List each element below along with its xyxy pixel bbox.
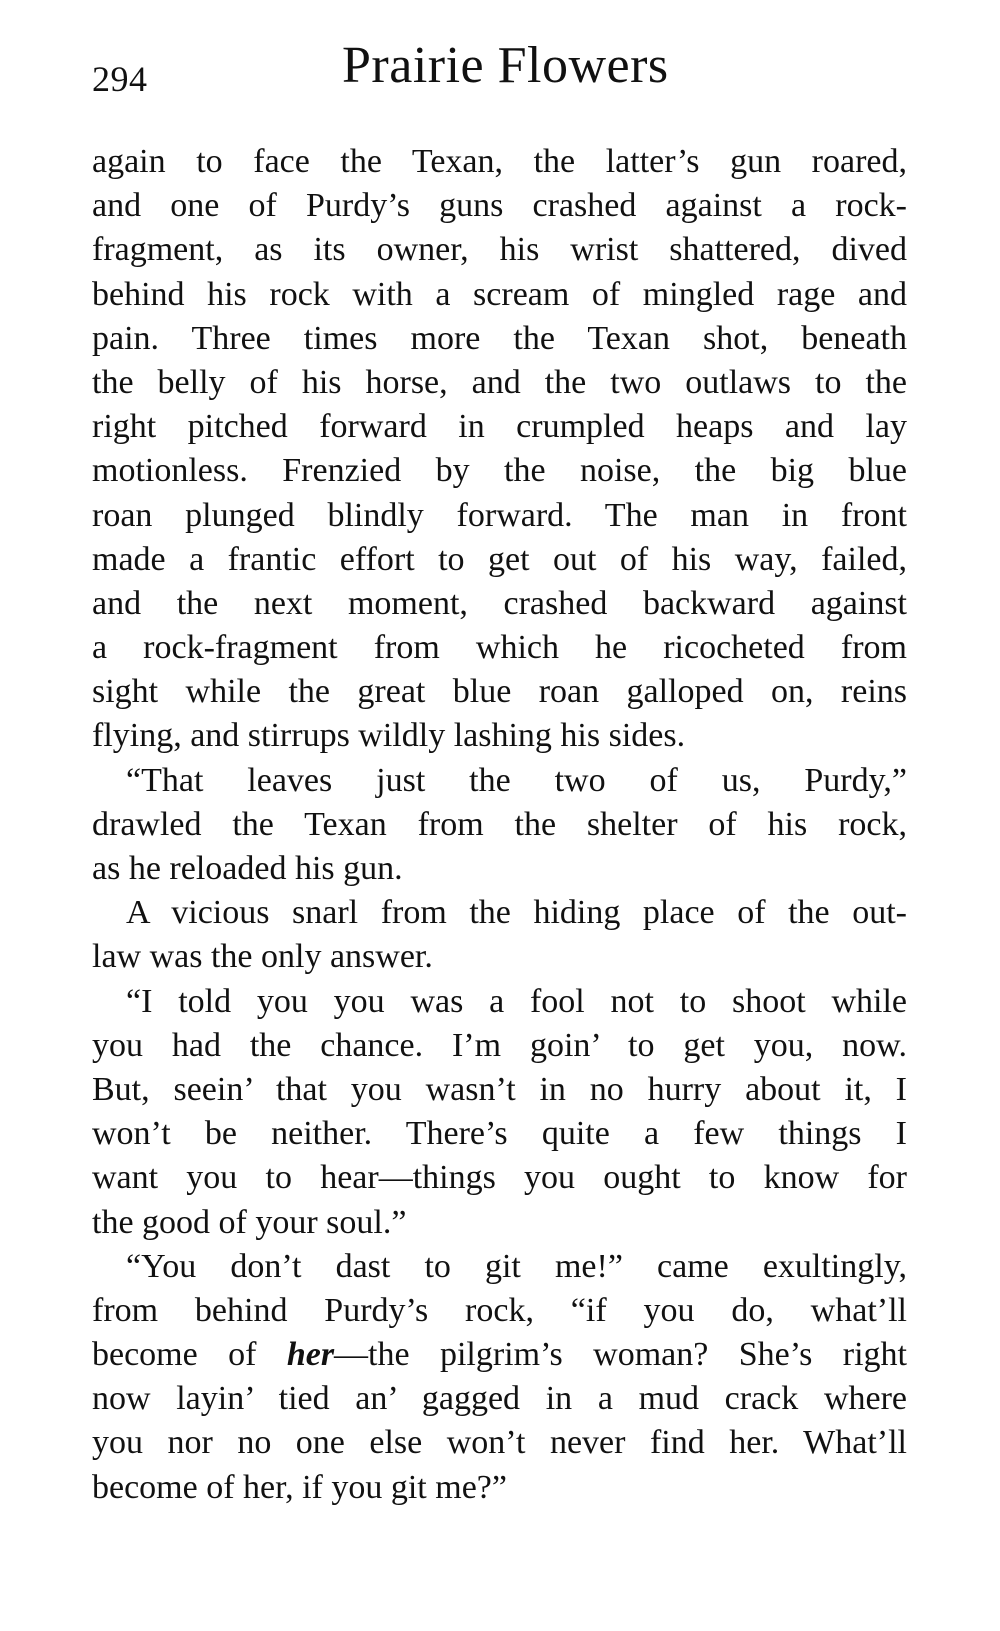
text-line: the good of your soul.”	[92, 1203, 407, 1241]
text-line: from behind Purdy’s rock, “if you do, what’ll	[92, 1291, 907, 1329]
text-line: A vicious snarl from the hiding place of the out-	[126, 894, 907, 932]
text-line: become of her, if you git me?”	[92, 1468, 507, 1506]
text-line: But, seein’ that you wasn’t in no hurry about it, I	[92, 1070, 907, 1108]
text-line: and the next moment, crashed backward against	[92, 584, 907, 622]
text-segment: become of	[92, 1336, 287, 1374]
text-line: “You don’t dast to git me!” came exultingly,	[126, 1247, 907, 1285]
text-line: motionless. Frenzied by the noise, the big blue	[92, 452, 907, 490]
text-line: you had the chance. I’m goin’ to get you, now.	[92, 1026, 907, 1064]
text-line: now layin’ tied an’ gagged in a mud crack where	[92, 1380, 907, 1418]
running-title: Prairie Flowers	[342, 37, 669, 94]
emphasis-word: her	[286, 1336, 335, 1374]
text-line: law was the only answer.	[92, 938, 433, 976]
text-line: drawled the Texan from the shelter of his rock,	[92, 805, 907, 843]
text-line: pain. Three times more the Texan shot, beneath	[92, 319, 907, 357]
text-line: behind his rock with a scream of mingled rage and	[92, 275, 907, 313]
text-line: the belly of his horse, and the two outlaws to the	[92, 363, 907, 401]
text-segment: —the pilgrim’s woman? She’s right	[334, 1336, 907, 1374]
text-line: flying, and stirrups wildly lashing his sides.	[92, 717, 686, 755]
text-line: you nor no one else won’t never find her. What’ll	[92, 1424, 907, 1462]
text-line: as he reloaded his gun.	[92, 850, 403, 887]
text-line: fragment, as its owner, his wrist shattered, dived	[92, 231, 907, 269]
text-line: “That leaves just the two of us, Purdy,”	[126, 761, 907, 799]
text-line: “I told you you was a fool not to shoot while	[126, 982, 907, 1020]
text-line: want you to hear—things you ought to know for	[92, 1159, 907, 1197]
text-line: and one of Purdy’s guns crashed against a rock-	[92, 187, 907, 225]
text-line: won’t be neither. There’s quite a few things I	[92, 1115, 907, 1153]
text-line: right pitched forward in crumpled heaps and lay	[92, 408, 907, 446]
text-line: made a frantic effort to get out of his way, failed,	[92, 540, 907, 578]
page-number: 294	[92, 59, 148, 99]
text-line: roan plunged blindly forward. The man in front	[92, 496, 907, 534]
text-line	[92, 1333, 907, 1377]
text-line: again to face the Texan, the latter’s gun roared,	[92, 143, 907, 180]
page-header	[92, 36, 912, 106]
text-line: a rock-fragment from which he ricocheted from	[92, 629, 907, 667]
text-line: sight while the great blue roan galloped on, reins	[92, 673, 907, 711]
body-text	[92, 140, 907, 1510]
